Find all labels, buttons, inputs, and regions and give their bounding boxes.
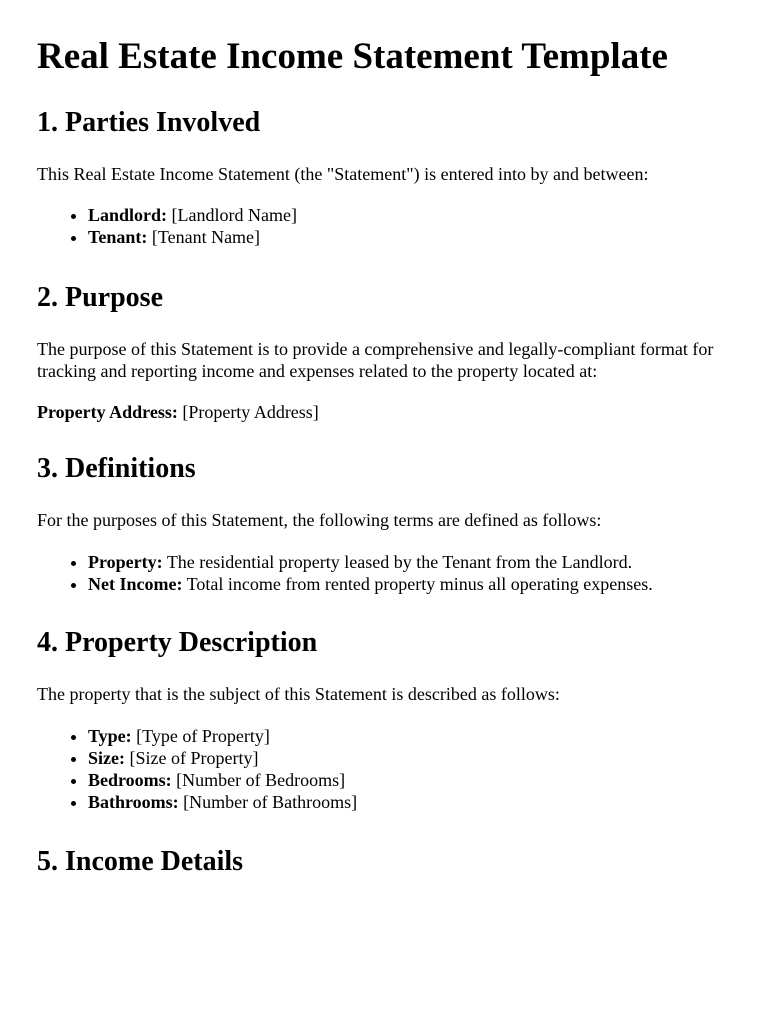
section-heading-income-details: 5. Income Details <box>37 846 244 877</box>
section-heading-property-description: 4. Property Description <box>37 627 318 658</box>
section-heading-definitions: 3. Definitions <box>37 453 196 484</box>
property-definition: The residential property leased by the Tenant from the Landlord. <box>162 552 633 572</box>
list-item-landlord <box>88 204 733 226</box>
landlord-value: [Landlord Name] <box>167 205 297 225</box>
parties-list <box>37 204 733 248</box>
section-heading-purpose: 2. Purpose <box>37 282 163 313</box>
tenant-label: Tenant: <box>88 227 148 247</box>
property-description-intro: The property that is the subject of this Statement is described as follows: <box>37 684 560 704</box>
bathrooms-value: [Number of Bathrooms] <box>178 792 358 812</box>
document-title: Real Estate Income Statement Template <box>37 36 668 77</box>
landlord-label: Landlord: <box>88 205 168 225</box>
property-description-list <box>37 725 733 813</box>
bathrooms-label: Bathrooms: <box>88 792 179 812</box>
type-value: [Type of Property] <box>131 726 270 746</box>
property-address-value: [Property Address] <box>177 402 319 422</box>
size-value: [Size of Property] <box>124 748 259 768</box>
property-address-line <box>37 401 733 423</box>
property-term: Property: <box>88 552 163 572</box>
tenant-value: [Tenant Name] <box>147 227 261 247</box>
list-item-property-definition <box>88 551 733 573</box>
net-income-term: Net Income: <box>88 574 183 594</box>
list-item-net-income-definition <box>88 573 733 595</box>
purpose-text: The purpose of this Statement is to provide a comprehensive and legally-compliant format for tracking and reporting income and expenses related to the property located at: <box>37 339 714 381</box>
list-item-tenant <box>88 226 733 248</box>
definitions-intro: For the purposes of this Statement, the following terms are defined as follows: <box>37 510 602 530</box>
list-item-size <box>88 747 733 769</box>
section-heading-parties: 1. Parties Involved <box>37 107 261 138</box>
type-label: Type: <box>88 726 132 746</box>
property-address-label: Property Address: <box>37 402 178 422</box>
definitions-list <box>37 551 733 595</box>
list-item-bedrooms <box>88 769 733 791</box>
size-label: Size: <box>88 748 125 768</box>
bedrooms-value: [Number of Bedrooms] <box>171 770 346 790</box>
bedrooms-label: Bedrooms: <box>88 770 172 790</box>
list-item-type <box>88 725 733 747</box>
parties-intro: This Real Estate Income Statement (the "Statement") is entered into by and between: <box>37 164 649 184</box>
net-income-definition: Total income from rented property minus all operating expenses. <box>182 574 653 594</box>
list-item-bathrooms <box>88 791 733 813</box>
